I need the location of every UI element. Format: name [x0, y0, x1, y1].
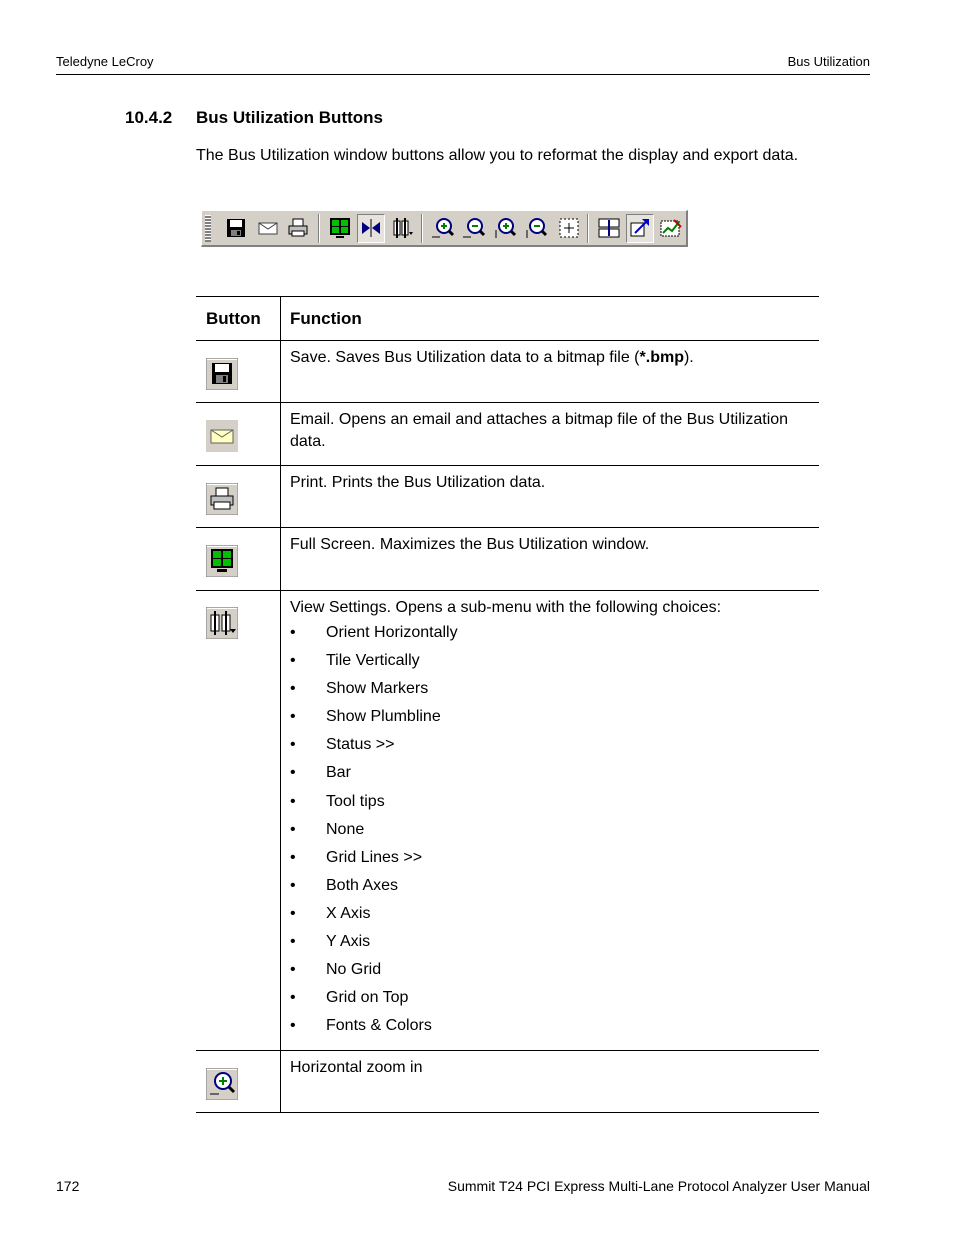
page-number: 172 — [56, 1178, 80, 1194]
column-header-function: Function — [290, 308, 362, 328]
bus-utilization-toolbar — [201, 210, 688, 247]
horizontal-zoom-in-icon[interactable] — [431, 216, 455, 240]
fit-icon[interactable] — [597, 216, 621, 240]
table-row — [196, 403, 819, 466]
option-item: • None — [290, 819, 819, 847]
table-row — [196, 528, 819, 591]
toolbar-separator — [318, 214, 320, 243]
file-extension: *.bmp — [639, 349, 684, 366]
option-item: • Both Axes — [290, 875, 819, 903]
option-item: • Show Plumbline — [290, 706, 819, 734]
button-function-table — [196, 296, 819, 1113]
vertical-zoom-in-icon[interactable] — [493, 216, 517, 240]
restore-icon[interactable] — [628, 216, 652, 240]
section-number: 10.4.2 — [125, 108, 173, 127]
horizontal-zoom-in-icon — [206, 1068, 238, 1100]
view-settings-options — [290, 622, 819, 1043]
option-item: • Orient Horizontally — [290, 622, 819, 650]
option-item: • Grid on Top — [290, 987, 819, 1015]
toolbar-separator — [587, 214, 589, 243]
table-cell-function — [281, 341, 820, 403]
option-item: • Y Axis — [290, 931, 819, 959]
option-item: • Show Markers — [290, 678, 819, 706]
full-screen-icon — [206, 545, 238, 577]
full-screen-icon[interactable] — [328, 216, 352, 240]
intro-paragraph: The Bus Utilization window buttons allow you to reformat the display and export data. — [196, 147, 799, 164]
section-heading — [125, 108, 383, 128]
function-text-end: ). — [683, 349, 694, 366]
horizontal-zoom-out-icon[interactable] — [462, 216, 486, 240]
option-item: • Fonts & Colors — [290, 1015, 819, 1043]
option-item: • Tile Vertically — [290, 650, 819, 678]
table-cell-function: Email. Opens an email and attaches a bitmap file of the Bus Utilization data. — [290, 411, 789, 450]
view-settings-icon[interactable] — [390, 216, 414, 240]
table-row — [196, 591, 819, 1051]
table-cell-icon — [196, 1051, 281, 1113]
footer-title: Summit T24 PCI Express Multi-Lane Protocol Analyzer User Manual — [447, 1178, 870, 1194]
function-text: Save. Saves Bus Utilization data to a bitmap file ( — [290, 349, 640, 366]
header-chapter: Bus Utilization — [787, 54, 870, 69]
table-cell-function: Horizontal zoom in — [290, 1059, 423, 1077]
graph-icon[interactable] — [659, 216, 683, 240]
function-text: View Settings. Opens a sub-menu with the following choices: — [290, 599, 722, 616]
table-cell-function: Full Screen. Maximizes the Bus Utilization window. — [290, 536, 650, 553]
toolbar-separator — [421, 214, 423, 243]
table-row — [196, 466, 819, 528]
vertical-zoom-out-icon[interactable] — [524, 216, 548, 240]
option-item: • Tool tips — [290, 791, 819, 819]
header-company: Teledyne LeCroy — [56, 54, 154, 69]
save-icon[interactable] — [224, 216, 248, 240]
table-cell-function: Print. Prints the Bus Utilization data. — [290, 474, 546, 491]
table-cell-icon — [196, 403, 281, 466]
print-icon — [206, 483, 238, 515]
orient-icon[interactable] — [359, 216, 383, 240]
table-cell-icon — [196, 591, 281, 1051]
table-cell-icon — [196, 528, 281, 591]
save-icon — [206, 358, 238, 390]
table-cell-icon — [196, 466, 281, 528]
print-icon[interactable] — [286, 216, 310, 240]
option-item: • Bar — [290, 762, 819, 790]
table-cell-function — [281, 591, 820, 1051]
option-item: • No Grid — [290, 959, 819, 987]
option-item: • Grid Lines >> — [290, 847, 819, 875]
toolbar-grip[interactable] — [205, 215, 211, 242]
zoom-select-icon[interactable] — [557, 216, 581, 240]
column-header-button: Button — [196, 297, 281, 341]
email-icon — [206, 420, 238, 452]
table-row — [196, 341, 819, 403]
email-icon[interactable] — [256, 216, 280, 240]
view-settings-icon — [206, 607, 238, 639]
section-title: Bus Utilization Buttons — [196, 108, 383, 127]
table-row — [196, 1051, 819, 1113]
table-cell-icon — [196, 341, 281, 403]
header-rule — [56, 74, 870, 75]
option-item: • X Axis — [290, 903, 819, 931]
option-item: • Status >> — [290, 734, 819, 762]
table-header-row — [196, 297, 819, 341]
